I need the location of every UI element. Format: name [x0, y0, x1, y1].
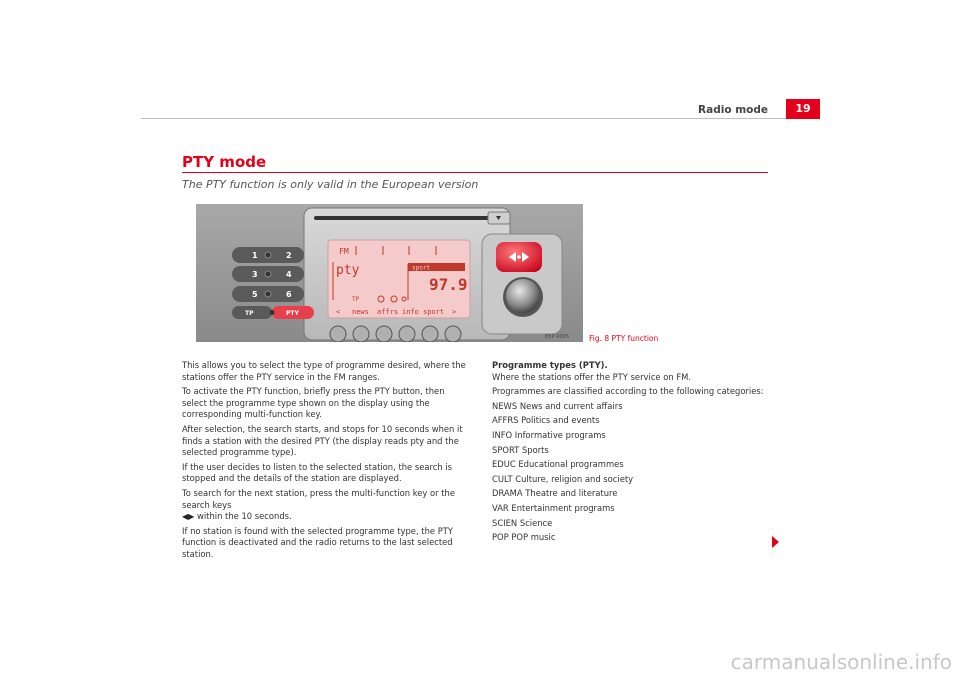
- pty-category: EDUC Educational programmes: [492, 459, 624, 470]
- svg-text:3: 3: [252, 270, 258, 279]
- pty-category: CULT Culture, religion and society: [492, 473, 634, 484]
- svg-text:1: 1: [252, 251, 258, 260]
- running-header-title: Radio mode: [698, 104, 768, 116]
- svg-text:5: 5: [252, 290, 258, 299]
- pty-line-1: Where the stations offer the PTY service on FM.: [492, 371, 692, 382]
- paragraph-not-found: If no station is found with the selected programme type, the PTY function is deactivated and the radio returns to the last selected station.: [182, 525, 453, 559]
- section-subtitle: The PTY function is only valid in the European version: [182, 178, 479, 191]
- svg-text:TP: TP: [245, 310, 254, 317]
- page-number: 19: [786, 99, 820, 119]
- svg-text:97.9: 97.9: [429, 275, 468, 294]
- pty-category: NEWS News and current affairs: [492, 400, 623, 411]
- volume-knob: [506, 279, 540, 313]
- svg-text:info: info: [402, 308, 419, 316]
- pty-line-2: Programmes are classified according to the following categories:: [492, 386, 764, 397]
- preset-buttons: [232, 247, 304, 302]
- pty-category: DRAMA Theatre and literature: [492, 488, 618, 499]
- paragraph-listen: If the user decides to listen to the selected station, the search is stopped and the details of the station are displayed.: [182, 461, 453, 484]
- search-left-icon: ◀: [182, 512, 189, 522]
- svg-text:TP: TP: [352, 296, 360, 303]
- paragraph-intro: This allows you to select the type of programme desired, where the stations offer the PTY service in the FM ranges.: [182, 360, 466, 382]
- pty-category: SPORT Sports: [492, 444, 549, 455]
- svg-text:2: 2: [286, 251, 292, 260]
- lcd-display: [328, 240, 470, 318]
- svg-text:news: news: [352, 308, 369, 316]
- pty-category: SCIEN Science: [492, 517, 553, 528]
- right-column: [492, 360, 782, 547]
- pty-category-list: [492, 401, 782, 544]
- svg-text:PTY: PTY: [286, 310, 299, 317]
- header-rule: [141, 118, 819, 119]
- next-station-text-end: within the 10 seconds.: [196, 511, 292, 522]
- next-station-text: To search for the next station, press the multi-function key or the search keys: [182, 487, 456, 510]
- paragraph-next-station: [182, 488, 472, 523]
- section-rule: [182, 172, 768, 173]
- svg-text:FM: FM: [339, 247, 349, 256]
- svg-text:affrs: affrs: [377, 308, 399, 316]
- radio-illustration: [196, 204, 583, 342]
- svg-text:>: >: [452, 308, 457, 316]
- pty-category: AFFRS Politics and events: [492, 415, 600, 426]
- svg-text:6: 6: [286, 290, 292, 299]
- pty-heading: Programme types (PTY).: [492, 360, 608, 370]
- figure-caption: Fig. 8 PTY function: [589, 334, 659, 343]
- next-page-arrow-icon[interactable]: [772, 536, 779, 548]
- paragraph-activate: To activate the PTY function, briefly press the PTY button, then select the programme type shown on the display using the corresponding multi-function key.: [182, 386, 445, 420]
- pty-category: VAR Entertainment programs: [492, 502, 615, 513]
- watermark: carmanualsonline.info: [730, 650, 952, 674]
- left-column: [182, 360, 472, 564]
- search-right-icon: ▶: [188, 512, 195, 522]
- pty-category: INFO Informative programs: [492, 429, 606, 440]
- radio-figure: [196, 204, 583, 342]
- section-title: PTY mode: [182, 153, 267, 171]
- svg-text:4: 4: [286, 270, 292, 279]
- figure-code: B5P-0095: [545, 334, 570, 340]
- paragraph-search: After selection, the search starts, and stops for 10 seconds when it finds a station with the desired PTY (the display reads pty and the selected programme type).: [182, 423, 463, 458]
- svg-text:sport: sport: [412, 264, 431, 272]
- pty-category: POP POP music: [492, 532, 556, 543]
- svg-text:pty: pty: [336, 263, 360, 278]
- svg-text:sport: sport: [423, 308, 445, 316]
- svg-text:<: <: [336, 308, 341, 316]
